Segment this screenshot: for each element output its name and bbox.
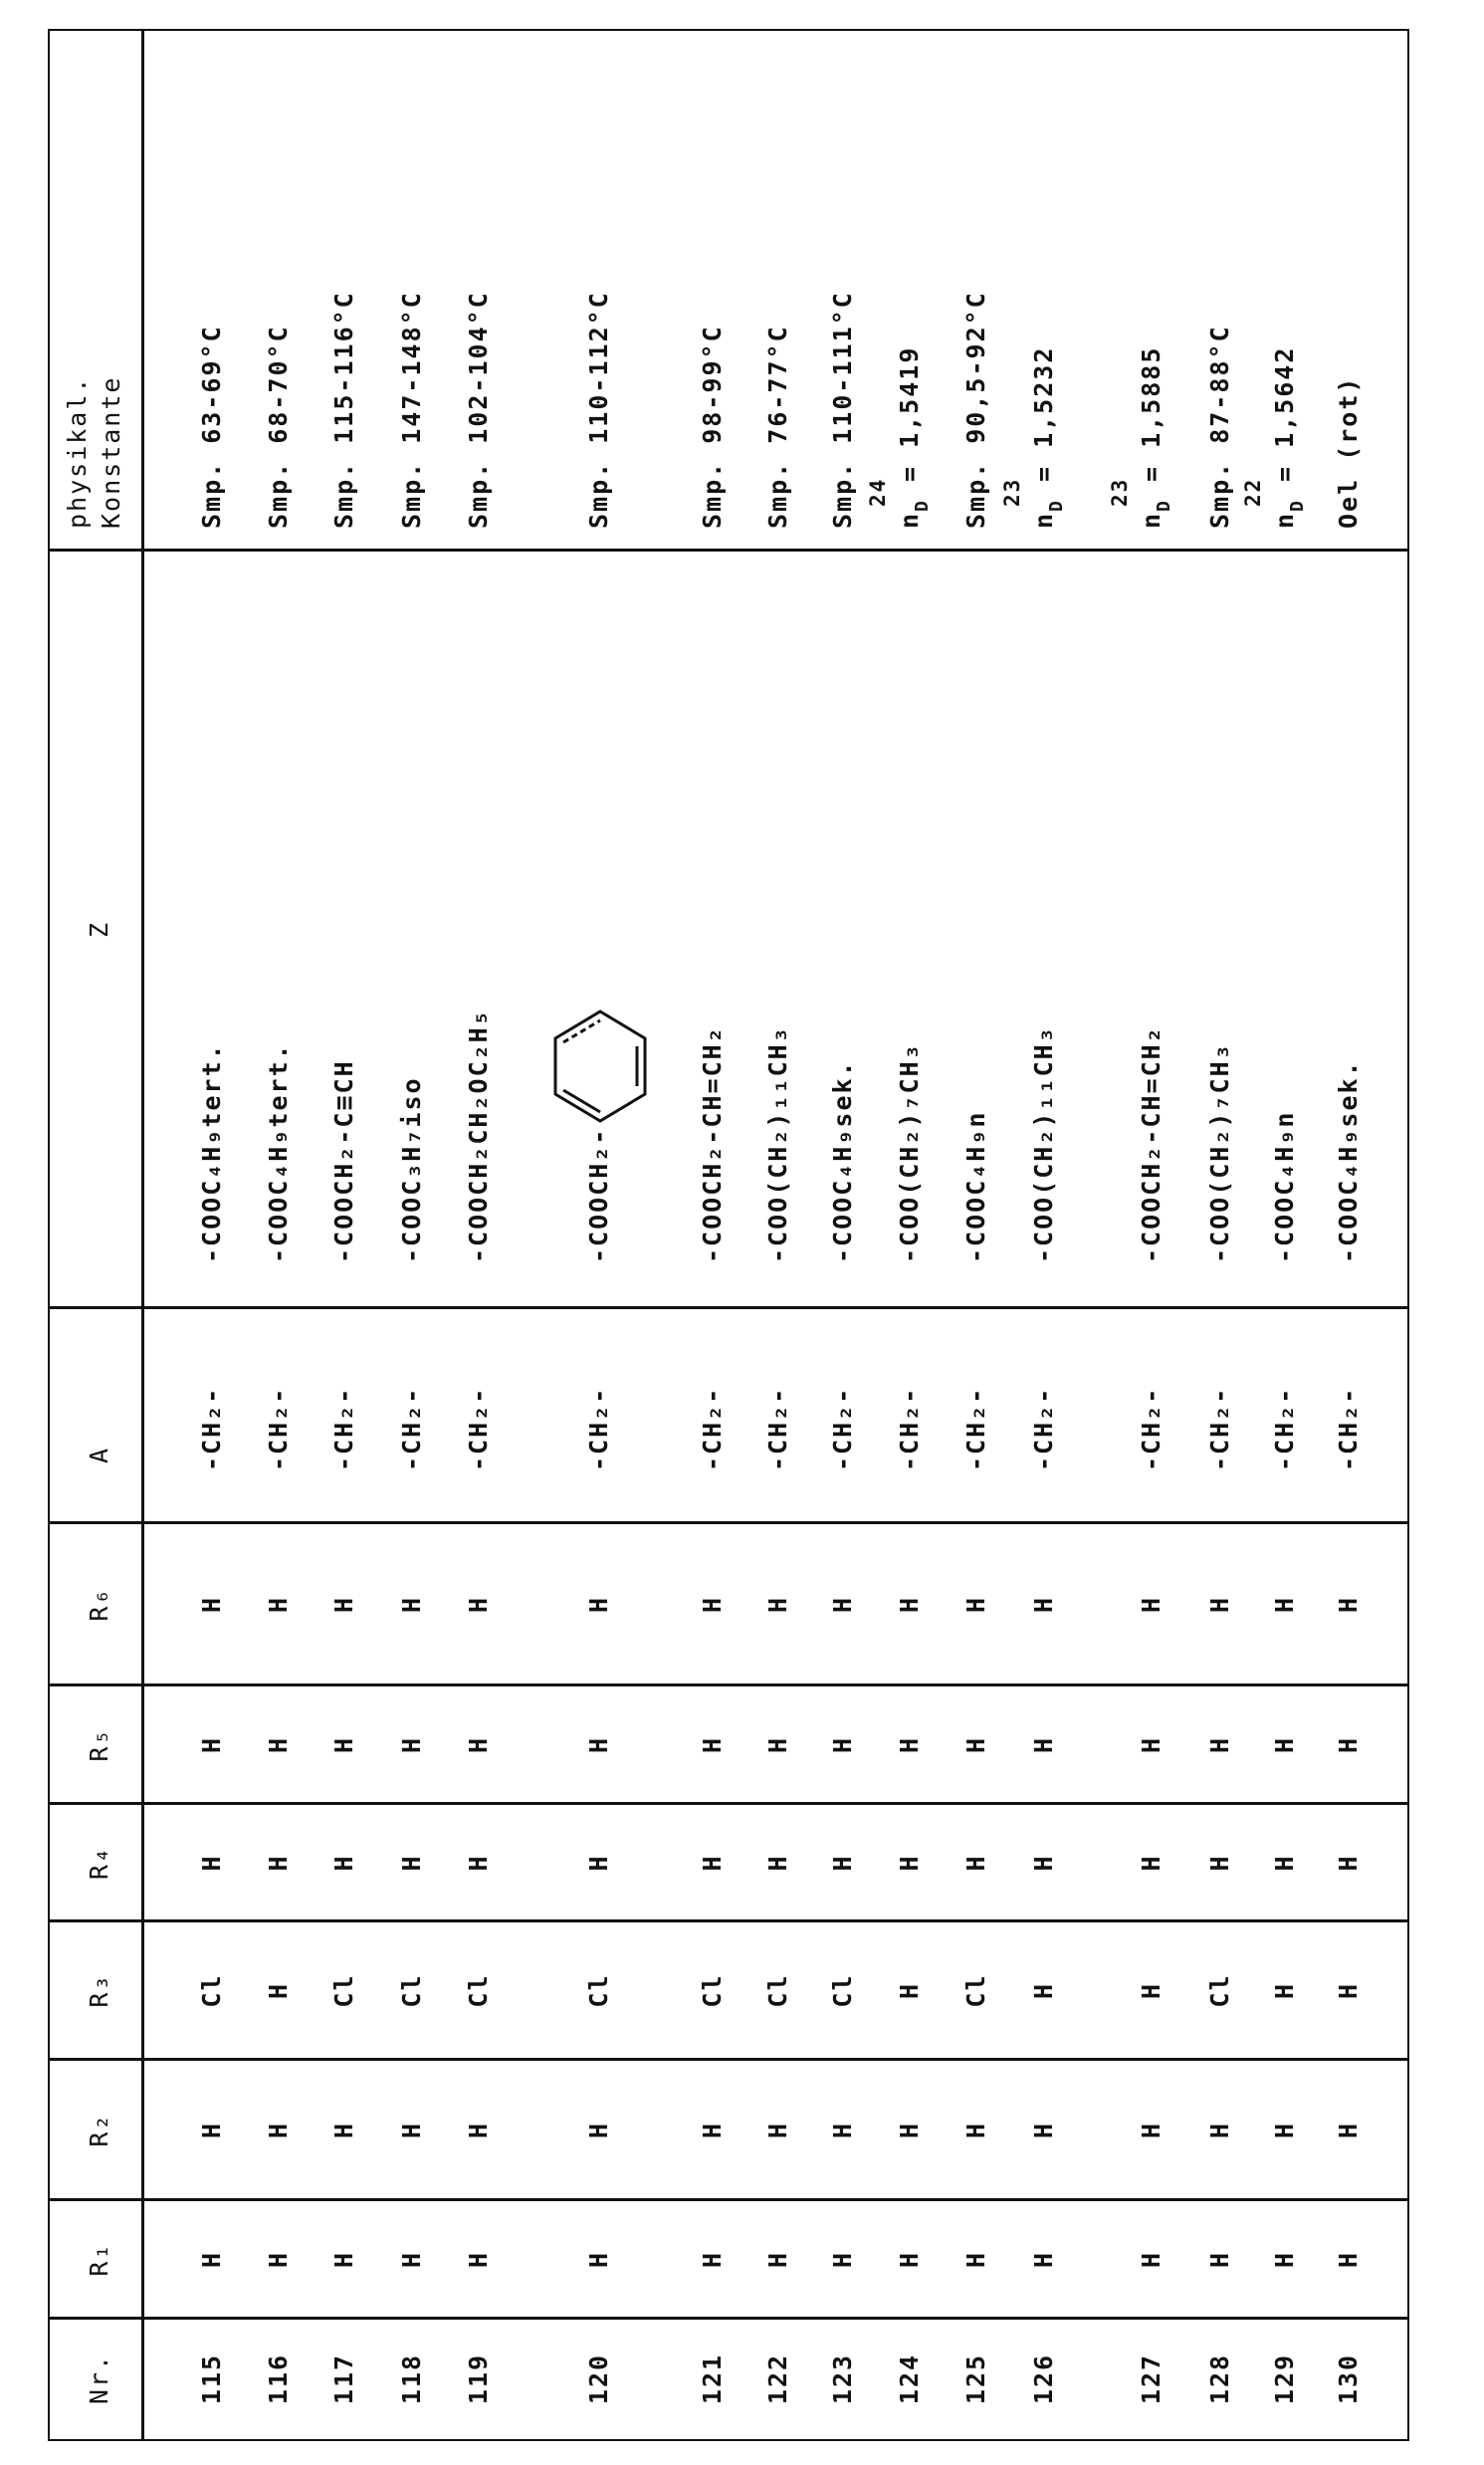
cell-r4: H xyxy=(826,1804,860,1921)
cell-a: -CH₂- xyxy=(1203,1387,1237,1471)
cell-r6: H xyxy=(1332,1523,1366,1685)
cell-r3: H xyxy=(1268,1921,1302,2060)
cell-r5: H xyxy=(462,1685,496,1804)
cell-r6: H xyxy=(395,1523,429,1685)
column-divider xyxy=(50,549,1407,552)
cell-r2: H xyxy=(1332,2060,1366,2200)
cell-a: -CH₂- xyxy=(195,1387,229,1471)
cell-z: -COOC₃H₇iso xyxy=(395,1076,429,1263)
cell-r1: H xyxy=(195,2200,229,2319)
cell-r1: H xyxy=(1203,2200,1237,2319)
cell-r5: H xyxy=(826,1685,860,1804)
cell-a: -CH₂- xyxy=(1135,1387,1168,1471)
cell-r1: H xyxy=(826,2200,860,2319)
cell-z: -COOC₄H₉tert. xyxy=(262,1042,296,1263)
cell-z: -COOC₄H₉sek. xyxy=(826,1059,860,1263)
cell-r6: H xyxy=(959,1523,993,1685)
cell-r2: H xyxy=(327,2060,361,2200)
cell-nr: 122 xyxy=(761,2319,795,2439)
cell-phys: Oel (rot) xyxy=(1332,376,1366,529)
cell-r3: Cl xyxy=(761,1921,795,2060)
cell-r4: H xyxy=(1332,1804,1366,1921)
cell-r5: H xyxy=(262,1685,296,1804)
refractive-index-value: = 1,5419 xyxy=(895,346,924,482)
refractive-index-symbol xyxy=(1135,499,1171,529)
cell-a: -CH₂- xyxy=(462,1387,496,1471)
cell-r4: H xyxy=(195,1804,229,1921)
cell-r2: H xyxy=(395,2060,429,2200)
refractive-index-value: = 1,5232 xyxy=(1029,346,1058,482)
cell-r3: H xyxy=(893,1921,927,2060)
header-r3: R₃ xyxy=(83,1921,116,2060)
cell-r6: H xyxy=(1268,1523,1302,1685)
cell-z: -COOCH₂CH₂OC₂H₅ xyxy=(462,1008,496,1263)
cell-nr: 127 xyxy=(1135,2319,1168,2439)
cell-a: -CH₂- xyxy=(582,1387,616,1471)
cell-r5: H xyxy=(1268,1685,1302,1804)
header-r4: R₄ xyxy=(83,1804,116,1921)
cell-r3: Cl xyxy=(696,1921,730,2060)
cell-r3: H xyxy=(262,1921,296,2060)
cell-a: -CH₂- xyxy=(893,1387,927,1471)
n-symbol: n xyxy=(1137,512,1166,529)
cell-r6: H xyxy=(893,1523,927,1685)
cell-phys: Smp. 76-77°C xyxy=(761,325,795,529)
cell-r6: H xyxy=(195,1523,229,1685)
cell-nr: 128 xyxy=(1203,2319,1237,2439)
cell-z: -COO(CH₂)₇CH₃ xyxy=(893,1042,927,1263)
cell-r3: Cl xyxy=(1203,1921,1237,2060)
cell-r1: H xyxy=(262,2200,296,2319)
cell-r2: H xyxy=(262,2060,296,2200)
cell-phys: Smp. 102-104°C xyxy=(462,291,496,529)
header-phys-line1: physikal. xyxy=(61,376,95,529)
header-divider xyxy=(141,31,144,2439)
cell-z: -COOC₄H₉n xyxy=(1268,1111,1302,1263)
cell-a: -CH₂- xyxy=(761,1387,795,1471)
temperature-superscript: 24 xyxy=(867,478,889,507)
cell-r2: H xyxy=(761,2060,795,2200)
cell-r1: H xyxy=(1332,2200,1366,2319)
cell-r4: H xyxy=(761,1804,795,1921)
cell-r4: H xyxy=(262,1804,296,1921)
refractive-index-symbol xyxy=(893,499,930,529)
cell-phys xyxy=(1268,346,1302,529)
header-r6: R₆ xyxy=(83,1523,116,1685)
cell-r4: H xyxy=(462,1804,496,1921)
cell-phys: Smp. 87-88°C xyxy=(1203,325,1237,529)
cell-z: -COOC₄H₉sek. xyxy=(1332,1059,1366,1263)
cell-r3: Cl xyxy=(826,1921,860,2060)
cell-r3: Cl xyxy=(582,1921,616,2060)
cell-r5: H xyxy=(395,1685,429,1804)
cell-r6: H xyxy=(1203,1523,1237,1685)
cell-phys: Smp. 68-70°C xyxy=(262,325,296,529)
cell-r5: H xyxy=(893,1685,927,1804)
column-divider xyxy=(50,1306,1407,1309)
cell-phys xyxy=(893,346,927,529)
cell-r1: H xyxy=(696,2200,730,2319)
cell-z: -COOCH₂-C≡CH xyxy=(327,1059,361,1263)
cell-r2: H xyxy=(696,2060,730,2200)
d-subscript: D xyxy=(1046,499,1067,512)
cell-z: -COO(CH₂)₇CH₃ xyxy=(1203,1042,1237,1263)
cell-phys: Smp. 90,5-92°C xyxy=(959,291,993,529)
cell-r1: H xyxy=(761,2200,795,2319)
cell-r2: H xyxy=(1027,2060,1061,2200)
cell-r3: H xyxy=(1027,1921,1061,2060)
cell-r4: H xyxy=(1203,1804,1237,1921)
cell-nr: 117 xyxy=(327,2319,361,2439)
n-symbol: n xyxy=(1270,512,1299,529)
cell-r5: H xyxy=(1203,1685,1237,1804)
cell-a: -CH₂- xyxy=(959,1387,993,1471)
header-a: A xyxy=(83,1447,116,1463)
cell-nr: 123 xyxy=(826,2319,860,2439)
z-text: -COOCH₂- xyxy=(584,1128,613,1263)
cell-a: -CH₂- xyxy=(826,1387,860,1471)
cell-r6: H xyxy=(826,1523,860,1685)
cell-r1: H xyxy=(1027,2200,1061,2319)
cell-r5: H xyxy=(1135,1685,1168,1804)
cell-nr: 121 xyxy=(696,2319,730,2439)
cell-r5: H xyxy=(696,1685,730,1804)
header-r1: R₁ xyxy=(83,2200,116,2319)
refractive-index-symbol xyxy=(1027,499,1064,529)
cell-r1: H xyxy=(1268,2200,1302,2319)
cell-z xyxy=(544,1007,654,1263)
cell-r6: H xyxy=(696,1523,730,1685)
refractive-index-value: = 1,5885 xyxy=(1137,346,1166,482)
cell-a: -CH₂- xyxy=(1027,1387,1061,1471)
cell-r6: H xyxy=(582,1523,616,1685)
cell-z: -COOCH₂-CH=CH₂ xyxy=(1135,1025,1168,1263)
cell-r3: Cl xyxy=(395,1921,429,2060)
compound-table xyxy=(48,29,1409,2441)
cell-r2: H xyxy=(582,2060,616,2200)
cell-phys: Smp. 110-112°C xyxy=(582,291,616,529)
cell-a: -CH₂- xyxy=(262,1387,296,1471)
cell-r4: H xyxy=(959,1804,993,1921)
cell-r1: H xyxy=(327,2200,361,2319)
n-symbol: n xyxy=(1029,512,1058,529)
d-subscript: D xyxy=(912,499,933,512)
cell-r4: H xyxy=(582,1804,616,1921)
cell-r4: H xyxy=(696,1804,730,1921)
cell-r2: H xyxy=(462,2060,496,2200)
cell-r1: H xyxy=(1135,2200,1168,2319)
n-symbol: n xyxy=(895,512,924,529)
cell-r6: H xyxy=(262,1523,296,1685)
cell-phys xyxy=(1135,346,1168,529)
cell-r2: H xyxy=(1135,2060,1168,2200)
d-subscript: D xyxy=(1287,499,1308,512)
cell-r4: H xyxy=(327,1804,361,1921)
cell-nr: 120 xyxy=(582,2319,616,2439)
cell-r5: H xyxy=(327,1685,361,1804)
cell-r1: H xyxy=(959,2200,993,2319)
cell-r5: H xyxy=(195,1685,229,1804)
cell-r6: H xyxy=(1135,1523,1168,1685)
temperature-superscript: 23 xyxy=(1109,478,1131,507)
cell-r5: H xyxy=(1027,1685,1061,1804)
cell-r4: H xyxy=(1027,1804,1061,1921)
cell-r2: H xyxy=(893,2060,927,2200)
cell-nr: 115 xyxy=(195,2319,229,2439)
cell-phys: Smp. 98-99°C xyxy=(696,325,730,529)
cell-r5: H xyxy=(582,1685,616,1804)
cell-r6: H xyxy=(1027,1523,1061,1685)
header-phys-line2: Konstante xyxy=(95,376,128,529)
temperature-superscript: 22 xyxy=(1242,478,1264,507)
cell-r6: H xyxy=(761,1523,795,1685)
cell-phys: Smp. 147-148°C xyxy=(395,291,429,529)
header-z: Z xyxy=(83,551,116,1308)
cell-r4: H xyxy=(1135,1804,1168,1921)
cell-r3: Cl xyxy=(462,1921,496,2060)
cell-z: -COO(CH₂)₁₁CH₃ xyxy=(761,1025,795,1263)
cell-z: -COOC₄H₉tert. xyxy=(195,1042,229,1263)
cell-z: -COO(CH₂)₁₁CH₃ xyxy=(1027,1025,1061,1263)
header-r2: R₂ xyxy=(83,2060,116,2200)
cell-r5: H xyxy=(761,1685,795,1804)
cell-phys: Smp. 63-69°C xyxy=(195,325,229,529)
cell-nr: 116 xyxy=(262,2319,296,2439)
cell-nr: 118 xyxy=(395,2319,429,2439)
cell-a: -CH₂- xyxy=(696,1387,730,1471)
cell-r1: H xyxy=(893,2200,927,2319)
cell-r4: H xyxy=(395,1804,429,1921)
cell-r4: H xyxy=(893,1804,927,1921)
cell-r3: H xyxy=(1332,1921,1366,2060)
cell-nr: 125 xyxy=(959,2319,993,2439)
d-subscript: D xyxy=(1154,499,1174,512)
cell-r1: H xyxy=(462,2200,496,2319)
cell-r3: H xyxy=(1135,1921,1168,2060)
cell-r1: H xyxy=(582,2200,616,2319)
cell-a: -CH₂- xyxy=(1332,1387,1366,1471)
cell-r3: Cl xyxy=(195,1921,229,2060)
cell-r2: H xyxy=(959,2060,993,2200)
cell-r6: H xyxy=(327,1523,361,1685)
cell-phys: Smp. 110-111°C xyxy=(826,291,860,529)
cell-r2: H xyxy=(1268,2060,1302,2200)
cell-r5: H xyxy=(1332,1685,1366,1804)
cell-nr: 124 xyxy=(893,2319,927,2439)
header-r5: R₅ xyxy=(83,1685,116,1804)
cell-z: -COOC₄H₉n xyxy=(959,1111,993,1263)
refractive-index-symbol xyxy=(1268,499,1305,529)
cell-r2: H xyxy=(826,2060,860,2200)
cell-a: -CH₂- xyxy=(395,1387,429,1471)
cell-r6: H xyxy=(462,1523,496,1685)
cell-phys: Smp. 115-116°C xyxy=(327,291,361,529)
cell-phys xyxy=(1027,346,1061,529)
cell-nr: 119 xyxy=(462,2319,496,2439)
cell-a: -CH₂- xyxy=(1268,1387,1302,1471)
cell-z: -COOCH₂-CH=CH₂ xyxy=(696,1025,730,1263)
cell-r5: H xyxy=(959,1685,993,1804)
cell-nr: 126 xyxy=(1027,2319,1061,2439)
cell-r4: H xyxy=(1268,1804,1302,1921)
refractive-index-value: = 1,5642 xyxy=(1270,346,1299,482)
cell-r3: Cl xyxy=(959,1921,993,2060)
temperature-superscript: 23 xyxy=(1001,478,1023,507)
cell-r1: H xyxy=(395,2200,429,2319)
header-nr: Nr. xyxy=(83,2319,116,2439)
cell-nr: 130 xyxy=(1332,2319,1366,2439)
cell-r2: H xyxy=(1203,2060,1237,2200)
cell-nr: 129 xyxy=(1268,2319,1302,2439)
cell-r3: Cl xyxy=(327,1921,361,2060)
cell-a: -CH₂- xyxy=(327,1387,361,1471)
cell-r2: H xyxy=(195,2060,229,2200)
phenyl-ring-icon xyxy=(545,1007,655,1126)
